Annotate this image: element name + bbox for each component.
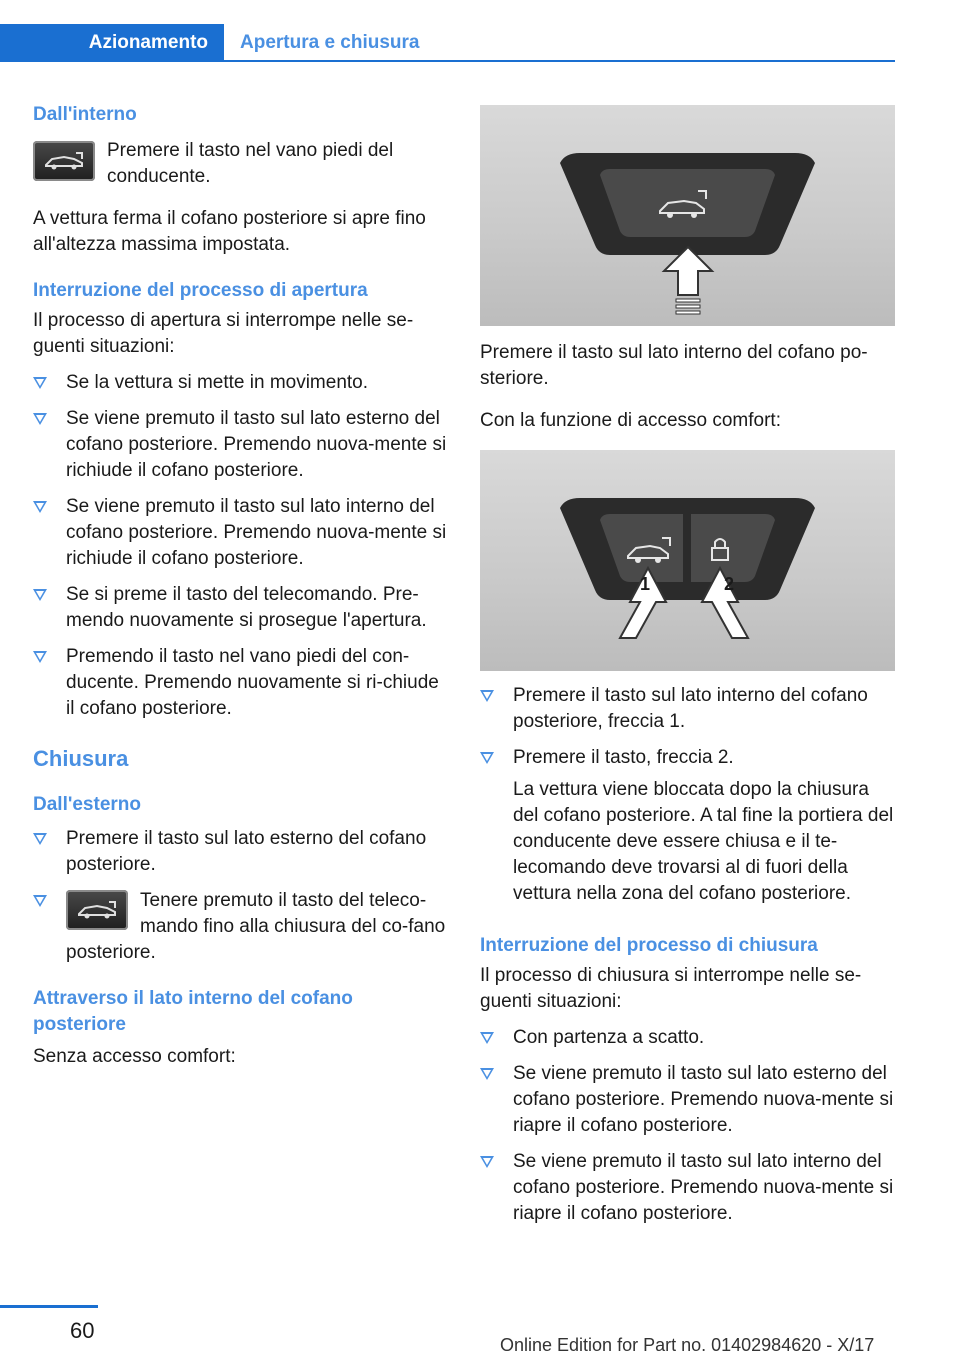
list-item: Se viene premuto il tasto sul lato interno del cofano posteriore. Premendo nuova‐mente si riapre il cofano posteriore. <box>480 1149 895 1227</box>
triangle-bullet-icon <box>480 1156 494 1168</box>
footer-divider <box>0 1305 98 1308</box>
section-tab-label: Apertura e chiusura <box>240 32 420 53</box>
subheading-attraverso: Attraverso il lato interno del cofano posteriore <box>33 988 353 1035</box>
triangle-bullet-icon <box>480 1032 494 1044</box>
list-item: Premere il tasto sul lato esterno del cofano posteriore. <box>33 826 451 878</box>
list-item: Se si preme il tasto del telecomando. Pre‐mendo nuovamente si prosegue l'apertura. <box>33 582 451 634</box>
triangle-bullet-icon <box>480 1068 494 1080</box>
subheading-dallinterno: Dall'interno <box>33 104 137 125</box>
triangle-bullet-icon <box>33 377 47 389</box>
list-item: Se viene premuto il tasto sul lato esterno del cofano posteriore. Premendo nuova‐mente si riapre il cofano posteriore. <box>480 1061 895 1139</box>
list-item: Premere il tasto, freccia 2. La vettura viene bloccata dopo la chiusura del cofano posteriore. A tal fine la portiera del conducente deve essere chiusa e il te‐lecomando deve trovarsi al di fuori della vettura nella zona del cofano posteriore. <box>480 745 895 907</box>
triangle-bullet-icon <box>33 501 47 513</box>
paragraph-con: Con la funzione di accesso comfort: <box>480 410 781 431</box>
edition-note: Online Edition for Part no. 01402984620 - X/17 <box>500 1335 875 1355</box>
list-item: Se viene premuto il tasto sul lato interno del cofano posteriore. Premendo nuova‐mente si richiude il cofano posteriore. <box>33 494 451 572</box>
list-item: Se viene premuto il tasto sul lato esterno del cofano posteriore. Premendo nuova‐mente si richiude il cofano posteriore. <box>33 406 451 484</box>
triangle-bullet-icon <box>33 833 47 845</box>
triangle-bullet-icon <box>33 651 47 663</box>
arrow-label-1: 1 <box>640 574 651 594</box>
list-item: Premere il tasto sul lato interno del cofano posteriore, freccia 1. <box>480 683 895 735</box>
caption-figure-1: Premere il tasto sul lato interno del cofano po‐steriore. <box>480 342 868 389</box>
footwell-button-row <box>33 138 451 190</box>
figure-comfort-buttons <box>480 450 895 671</box>
remote-tailgate-button-icon <box>66 890 128 930</box>
open-interruption-list <box>33 370 451 722</box>
triangle-bullet-icon <box>480 752 494 764</box>
list-item: Premendo il tasto nel vano piedi del con‐ducente. Premendo nuovamente si ri‐chiude il cofano posteriore. <box>33 644 451 722</box>
subheading-dallesterno: Dall'esterno <box>33 794 141 815</box>
comfort-note: La vettura viene bloccata dopo la chiusura del cofano posteriore. A tal fine la portiera del conducente deve essere chiusa e il te‐lecomando deve trovarsi al di fuori della vettura nella zona del cofano posteriore. <box>513 779 894 904</box>
list-item: Con partenza a scatto. <box>480 1025 895 1051</box>
subheading-interruption-close: Interruzione del processo di chiusura <box>480 935 818 956</box>
chapter-tab-label: Azionamento <box>88 32 208 53</box>
close-exterior-list <box>33 826 451 966</box>
list-item: Se la vettura si mette in movimento. <box>33 370 451 396</box>
footwell-button-text: Premere il tasto nel vano piedi del conducente. <box>107 140 394 187</box>
triangle-bullet-icon <box>480 690 494 702</box>
triangle-bullet-icon <box>33 895 47 907</box>
left-column <box>33 102 451 1070</box>
paragraph-senza: Senza accesso comfort: <box>33 1046 236 1067</box>
right-column <box>480 105 895 1237</box>
paragraph-interruption-close: Il processo di chiusura si interrompe nelle se‐guenti situazioni: <box>480 965 862 1012</box>
section-tab[interactable] <box>240 24 420 62</box>
page-number: 60 <box>70 1318 95 1343</box>
arrow-label-2: 2 <box>724 574 735 594</box>
tailgate-button-icon <box>33 141 95 181</box>
paragraph-open: A vettura ferma il cofano posteriore si apre fino all'altezza massima impostata. <box>33 208 426 255</box>
triangle-bullet-icon <box>33 589 47 601</box>
heading-chiusura: Chiusura <box>33 746 129 771</box>
list-item: Tenere premuto il tasto del teleco‐mando fino alla chiusura del co‐fano posteriore. <box>33 888 451 966</box>
comfort-close-list <box>480 683 895 907</box>
figure-inner-tailgate-button <box>480 105 895 326</box>
close-interruption-list <box>480 1025 895 1227</box>
subheading-interruption-open: Interruzione del processo di apertura <box>33 280 368 301</box>
paragraph-interruption-open: Il processo di apertura si interrompe nelle se‐guenti situazioni: <box>33 310 414 357</box>
triangle-bullet-icon <box>33 413 47 425</box>
chapter-tab[interactable] <box>0 24 224 62</box>
header-divider <box>0 60 895 62</box>
